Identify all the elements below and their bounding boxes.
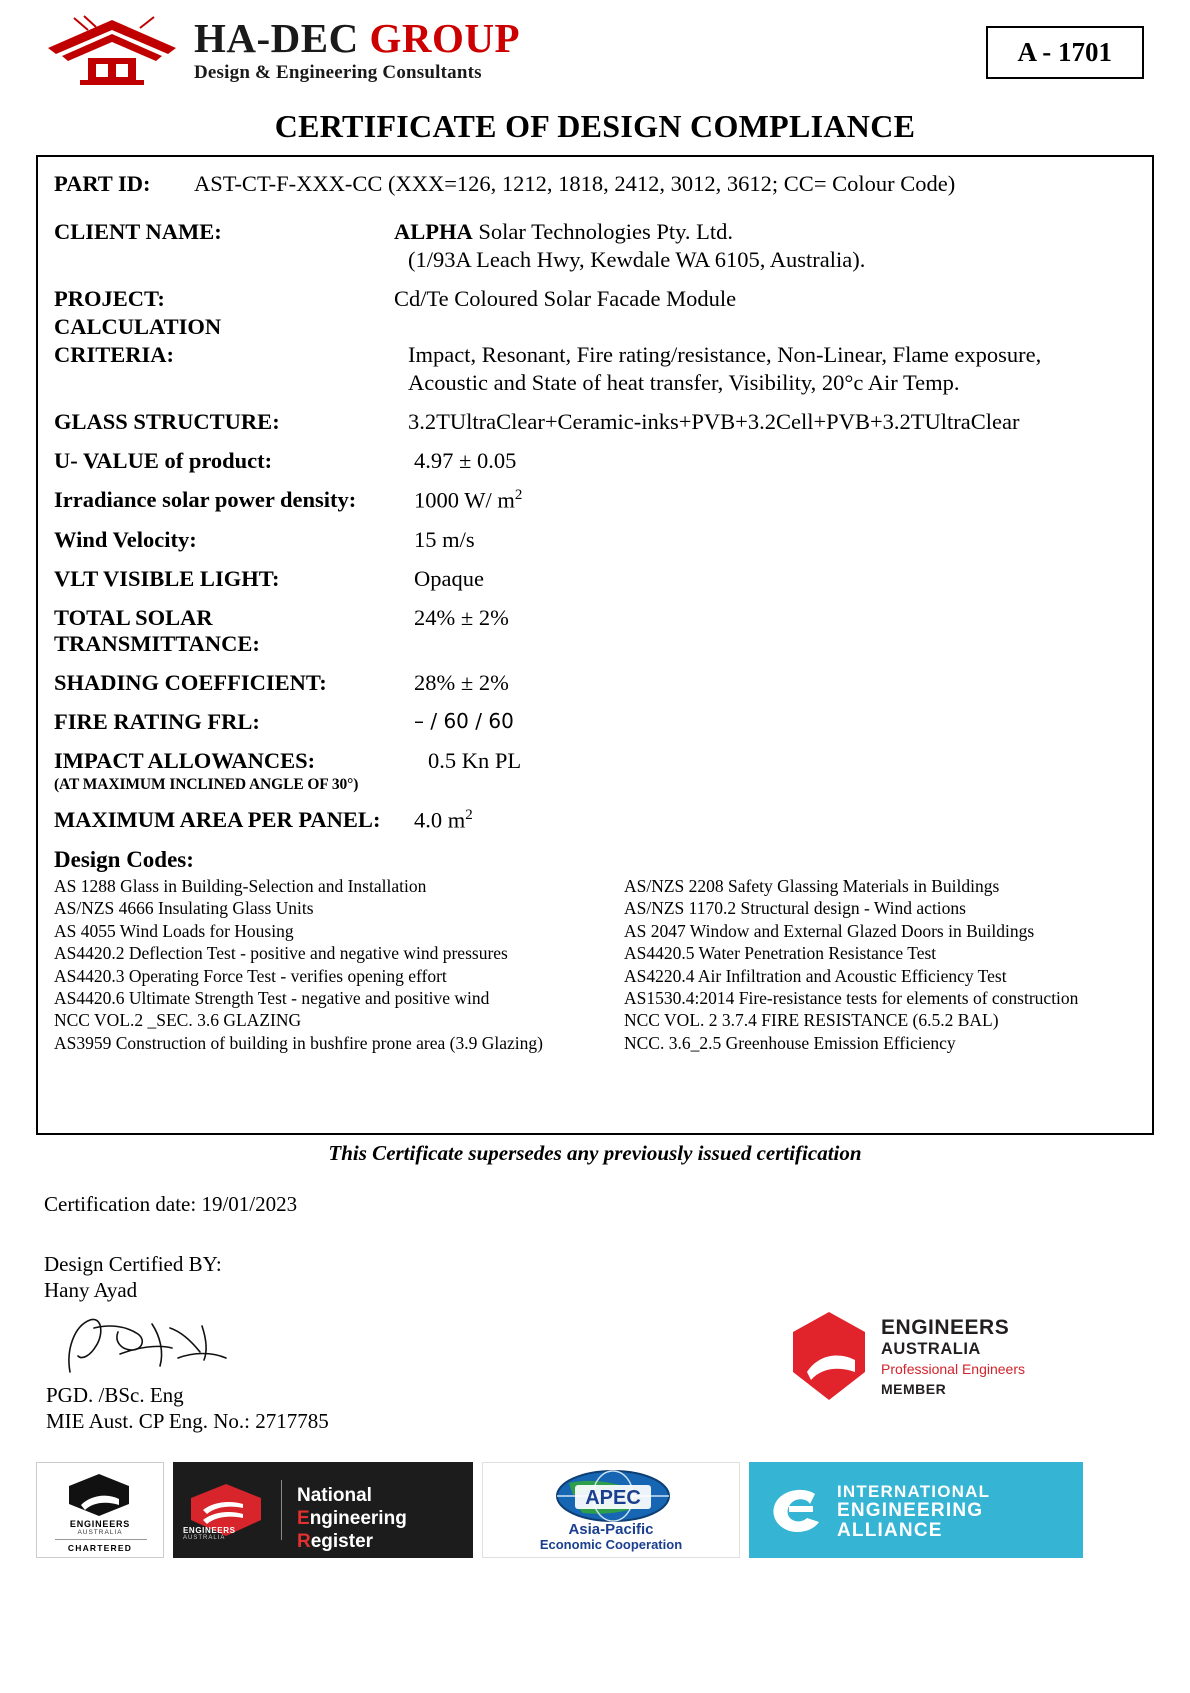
part-id-value: AST-CT-F-XXX-CC (XXX=126, 1212, 1818, 2412, 3012, 3612; CC= Colour Code) [194,171,956,196]
international-engineering-alliance-logo [749,1462,1083,1558]
calculation-value-line1: Impact, Resonant, Fire rating/resistance, Non-Linear, Flame exposure, [408,342,1042,367]
shading-value: 28% ± 2% [414,669,509,695]
wind-velocity-value: 15 m/s [414,526,475,552]
design-code-left-2: AS 4055 Wind Loads for Housing [54,920,294,941]
field-calculation-criteria-line3 [54,370,1136,396]
max-area-value [414,807,473,834]
iea-line-3: ALLIANCE [837,1520,943,1541]
design-code-left-0: AS 1288 Glass in Building-Selection and Installation [54,876,427,896]
ner-word2-initial: E [297,1508,310,1530]
apec-line-1: Asia-Pacific [568,1521,654,1538]
chartered-line-2: AUSTRALIA [77,1529,123,1536]
supersede-note: This Certificate supersedes any previously issued certification [328,1141,862,1165]
design-code-left-7: AS3959 Construction of building in bushfire prone area (3.9 Glazing) [54,1032,543,1053]
apec-line-2: Economic Cooperation [539,1537,683,1552]
fire-rating-value: – / 60 / 60 [414,708,514,733]
chartered-hex-icon [67,1473,131,1517]
ea-line-1: ENGINEERS [881,1315,1010,1339]
field-wind-velocity [54,527,1136,553]
credential-line-1: PGD. /BSc. Eng [46,1382,184,1407]
engineers-australia-badge [789,1310,1025,1402]
calculation-value-line2: Acoustic and State of heat transfer, Visibility, 20°c Air Temp. [408,370,960,395]
transmittance-label: TOTAL SOLAR TRANSMITTANCE: [54,604,260,656]
shading-label: SHADING COEFFICIENT: [54,669,327,695]
irradiance-exponent: 2 [514,487,523,503]
ner-divider [281,1480,282,1540]
transmittance-value: 24% ± 2% [414,604,509,630]
ner-word1-initial: N [297,1485,311,1506]
client-address-value: (1/93A Leach Hwy, Kewdale WA 6105, Australia). [408,247,866,272]
calculation-label-line1: CALCULATION [54,314,222,339]
ner-word1-rest: ational [310,1485,372,1506]
design-code-right-3: AS4420.5 Water Penetration Resistance Test [624,943,937,964]
document-header [0,10,1190,102]
field-fire-rating [54,709,1136,735]
field-shading-coefficient [54,670,1136,696]
certificate-page [0,10,1190,1693]
client-name-label: CLIENT NAME: [54,219,222,244]
chartered-line-3: CHARTERED [67,1543,133,1553]
field-calculation-criteria-line1 [54,314,1136,340]
hadec-house-icon [40,14,190,86]
design-code-left-6: NCC VOL.2 _SEC. 3.6 GLAZING [54,1010,302,1031]
design-codes-grid [54,875,1136,1054]
iea-icon [763,1484,827,1536]
field-u-value [54,448,1136,474]
client-name-brand: ALPHA [394,219,473,244]
design-code-left-3: AS4420.2 Deflection Test - positive and negative wind pressures [54,943,508,964]
wind-velocity-label: Wind Velocity: [54,526,197,552]
ea-line-3: Professional Engineers [881,1360,1025,1377]
field-total-solar-transmittance [54,605,1136,657]
chartered-divider [55,1539,147,1540]
certifier-name: Hany Ayad [44,1278,138,1303]
field-client-address [54,247,1136,273]
ner-word2-rest: ngineering [309,1508,407,1530]
impact-angle-note: (AT MAXIMUM INCLINED ANGLE OF 30°) [54,775,359,793]
logo-tagline: Design & Engineering Consultants [194,62,482,83]
irradiance-label: Irradiance solar power density: [54,487,357,512]
max-area-exponent: 2 [465,806,473,823]
certified-by-label: Design Certified BY: [44,1252,222,1276]
design-code-right-7: NCC. 3.6_2.5 Greenhouse Emission Efficiency [624,1032,956,1053]
design-code-right-4: AS4220.4 Air Infiltration and Acoustic Efficiency Test [624,965,1007,986]
iea-line-1: INTERNATIONAL [837,1482,991,1501]
vlt-label: VLT VISIBLE LIGHT: [54,565,280,591]
client-name-value [394,219,733,245]
design-code-left-5: AS4420.6 Ultimate Strength Test - negative and positive wind [54,987,490,1008]
page-title: CERTIFICATE OF DESIGN COMPLIANCE [274,108,916,144]
field-client-name [54,219,1136,245]
ea-line-4: MEMBER [881,1380,947,1397]
field-impact-allowances [54,748,1136,774]
impact-value: 0.5 Kn PL [428,747,522,773]
design-codes-title: Design Codes: [54,847,194,872]
u-value-label: U- VALUE of product: [54,448,273,473]
chartered-line-1: ENGINEERS [69,1519,131,1529]
design-code-right-1: AS/NZS 1170.2 Structural design - Wind actions [624,898,966,919]
svg-text:APEC: APEC [585,1487,641,1509]
fire-rating-label: FIRE RATING FRL: [54,708,260,734]
national-engineering-register-logo [173,1462,473,1558]
calculation-label-line2: CRITERIA: [54,342,175,367]
client-name-rest: Solar Technologies Pty. Ltd. [472,219,734,244]
design-code-right-2: AS 2047 Window and External Glazed Doors in Buildings [624,920,1035,941]
design-code-left-1: AS/NZS 4666 Insulating Glass Units [54,898,314,919]
field-glass-structure [54,409,1136,435]
field-project [54,286,1136,312]
irradiance-value [414,487,522,514]
ner-wordmark [297,1484,407,1554]
glass-structure-value: 3.2TUltraClear+Ceramic-inks+PVB+3.2Cell+PVB+3.2TUltraClear [408,409,1020,434]
field-irradiance [54,487,1136,514]
ea-line-2: AUSTRALIA [881,1339,981,1358]
field-vlt [54,566,1136,592]
ner-ea-line-2: AUSTRALIA [183,1535,226,1541]
ner-word3-initial: R [297,1531,311,1553]
chartered-logo [36,1462,164,1558]
max-area-number: 4.0 m [414,807,466,832]
engineers-australia-icon [789,1310,869,1402]
signature-image [60,1308,240,1380]
field-part-id [54,171,1136,197]
design-code-right-6: NCC VOL. 2 3.7.4 FIRE RESISTANCE (6.5.2 BAL) [624,1010,999,1031]
design-code-right-0: AS/NZS 2208 Safety Glassing Materials in Buildings [624,876,1000,896]
document-code-badge: A - 1701 [986,26,1145,79]
certification-date: Certification date: 19/01/2023 [44,1192,298,1216]
design-code-left-4: AS4420.3 Operating Force Test - verifies opening effort [54,965,447,986]
ner-word3-rest: egister [310,1531,374,1553]
irradiance-number: 1000 W/ m [414,487,515,513]
vlt-value: Opaque [414,565,484,591]
apec-logo [482,1462,740,1558]
company-logo [40,14,520,86]
certificate-details-box [36,155,1154,1135]
design-code-right-5: AS1530.4:2014 Fire-resistance tests for elements of construction [624,987,1079,1008]
glass-structure-label: GLASS STRUCTURE: [54,409,280,434]
u-value-value: 4.97 ± 0.05 [414,448,517,473]
credential-line-2: MIE Aust. CP Eng. No.: 2717785 [46,1408,329,1433]
part-id-label: PART ID: [54,171,151,196]
apec-globe-icon [539,1469,687,1523]
iea-line-2: ENGINEERING [837,1500,984,1521]
field-calculation-criteria-line2 [54,342,1136,368]
logo-text-group: GROUP [369,15,521,61]
impact-label: IMPACT ALLOWANCES: [54,747,316,773]
footer-accreditation-logos [36,1462,1083,1558]
project-label: PROJECT: [54,286,165,311]
logo-text-hadec: HA-DEC [194,15,370,61]
field-max-area [54,807,1136,834]
certified-by-block [44,1251,1190,1304]
max-area-label: MAXIMUM AREA PER PANEL: [54,806,381,832]
project-value: Cd/Te Coloured Solar Facade Module [394,286,737,311]
ner-ea-line-1: ENGINEERS [183,1526,236,1535]
